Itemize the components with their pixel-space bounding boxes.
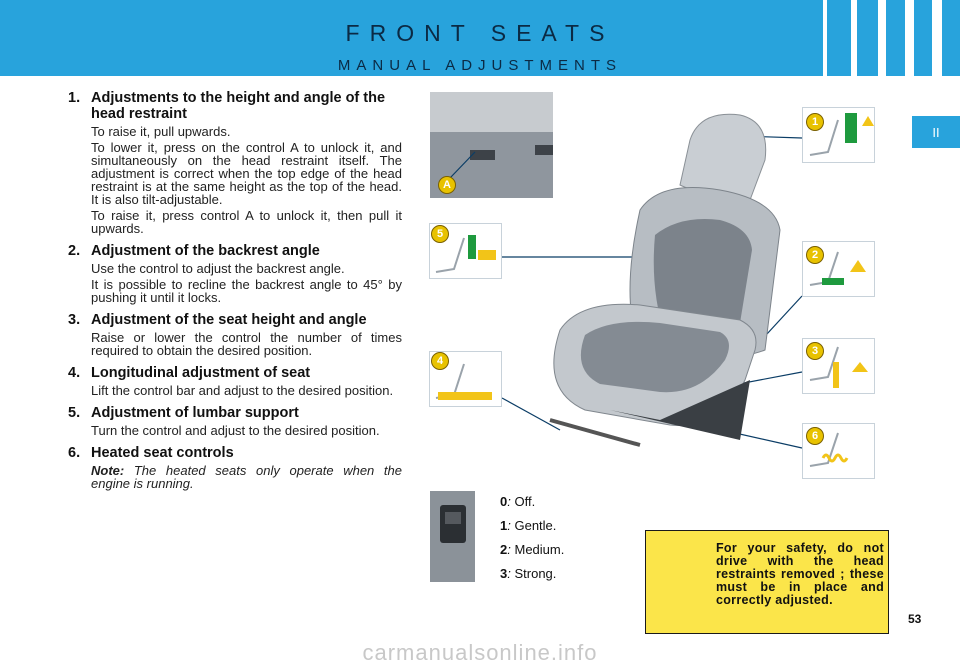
badge-1: 1 <box>806 113 824 131</box>
paragraph: To raise it, pull upwards. <box>91 124 231 139</box>
page-subtitle: MANUAL ADJUSTMENTS <box>337 57 623 74</box>
paragraph: It is possible to recline the backrest angle to 45° by pushing it until it locks. <box>91 277 402 305</box>
section-title: Longitudinal adjustment of seat <box>91 365 311 381</box>
safety-warning-text: For your safety, do not drive with the head restraints removed ; these must be in place and correctly adjusted. <box>716 541 884 607</box>
page-number: 53 <box>908 612 922 626</box>
safety-warning-box <box>645 530 889 634</box>
level-item: 3: Strong. <box>500 566 557 581</box>
footer-watermark: carmanualsonline.info <box>362 640 598 665</box>
level-item: 1: Gentle. <box>500 518 557 533</box>
note-text: The heated seats only operate when the engine is running. <box>91 463 402 491</box>
paragraph: To raise it, press control A to unlock it, then pull it upwards. <box>91 208 402 236</box>
section-number: 1. <box>68 90 81 106</box>
level-item: 0: Off. <box>500 494 536 509</box>
heating-levels-list <box>500 494 564 590</box>
page-title: FRONT SEATS <box>345 20 615 46</box>
paragraph: Use the control to adjust the backrest angle. <box>91 261 345 276</box>
section-number: 6. <box>68 445 81 461</box>
chapter-tab[interactable]: II <box>912 116 960 148</box>
paragraph: Lift the control bar and adjust to the desired position. <box>91 383 394 398</box>
label-a-badge: A <box>438 176 456 194</box>
section-number: 3. <box>68 312 81 328</box>
heated-seat-switch-photo <box>430 491 475 582</box>
section-title: Adjustment of the seat height and angle <box>91 312 367 328</box>
badge-5: 5 <box>431 225 449 243</box>
section-number: 5. <box>68 405 81 421</box>
section-number: 4. <box>68 365 81 381</box>
paragraph: To lower it, press on the control A to unlock it, and simultaneously on the head restraint itself. The adjustment is correct when the top edge of the head restraint is at the same height as the top of the head. It is also tilt-adjustable. <box>91 140 402 207</box>
section-number: 2. <box>68 243 81 259</box>
section-title: Heated seat controls <box>91 445 234 461</box>
seat-drawing <box>550 114 780 445</box>
badge-3: 3 <box>806 342 824 360</box>
section-title: Adjustments to the height and angle of the head restraint <box>91 90 386 122</box>
badge-6: 6 <box>806 427 824 445</box>
badge-2: 2 <box>806 246 824 264</box>
section-title: Adjustment of lumbar support <box>91 405 299 421</box>
paragraph: Turn the control and adjust to the desired position. <box>91 423 380 438</box>
section-title: Adjustment of the backrest angle <box>91 243 320 259</box>
badge-4: 4 <box>431 352 449 370</box>
note-label: Note: <box>91 463 125 478</box>
paragraph: Raise or lower the control the number of times required to obtain the desired position. <box>91 330 402 358</box>
level-item: 2: Medium. <box>500 542 565 557</box>
